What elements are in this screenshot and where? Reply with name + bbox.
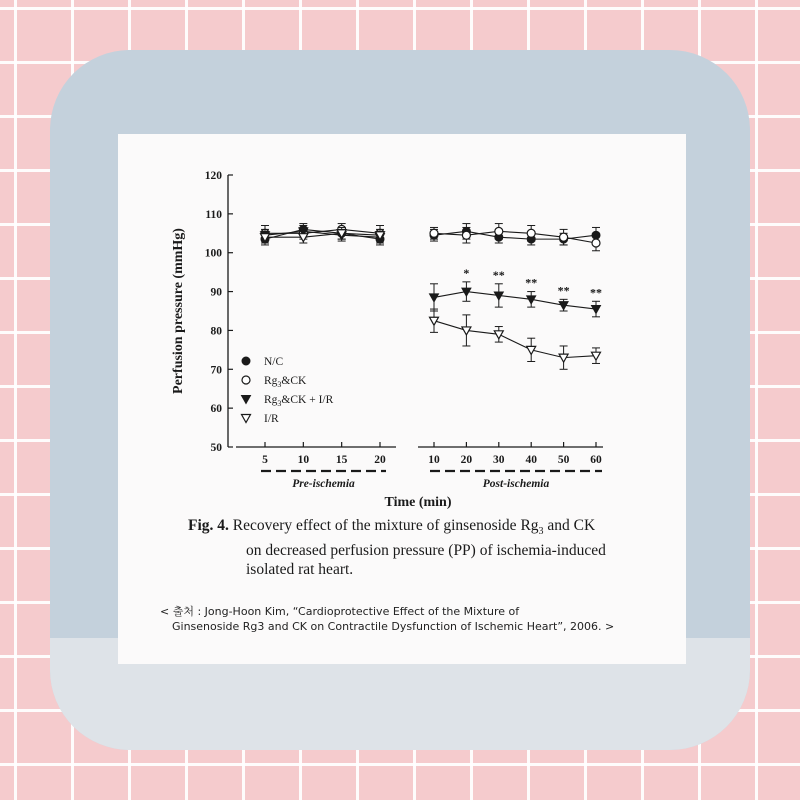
x-tick-label: 5 [262, 454, 268, 466]
significance-mark: ** [557, 283, 570, 298]
source-citation [160, 604, 680, 634]
legend-label-n-c: N/C [264, 356, 284, 368]
source-line-1: < 출처 : Jong-Hoon Kim, “Cardioprotective Effect of the Mixture of [160, 605, 520, 618]
y-axis-label: Perfusion pressure (mmHg) [171, 228, 186, 394]
segment-label-pre: Pre-ischemia [292, 478, 355, 490]
significance-mark: * [463, 265, 470, 280]
x-tick-label: 30 [493, 454, 505, 466]
y-tick-label: 110 [205, 208, 222, 221]
legend-label-rg3-ck: $Rg_3\&CK$ [264, 375, 307, 389]
series-line-rg3-ck-pre [265, 229, 380, 233]
y-tick-label: 90 [210, 286, 222, 299]
y-tick-label: 60 [210, 403, 222, 416]
caption-fig-label: Fig. 4. [188, 517, 229, 534]
data-point-rg3-ck-i-r [592, 306, 601, 314]
data-point-rg3-ck [592, 239, 600, 247]
data-point-i-r [494, 331, 503, 339]
perfusion-chart [118, 134, 686, 514]
x-tick-label: 15 [335, 454, 348, 466]
figure-paper [118, 134, 686, 664]
data-point-rg3-ck-i-r [430, 294, 439, 302]
x-tick-label: 40 [525, 454, 537, 466]
legend-marker-rg3-ck-i-r [242, 396, 251, 404]
card-frame [50, 50, 750, 750]
x-tick-label: 20 [374, 454, 386, 466]
y-tick-label: 70 [210, 364, 222, 377]
y-tick-label: 50 [210, 442, 222, 454]
y-tick-label: 80 [210, 325, 222, 338]
caption-line-2: on decreased perfusion pressure (PP) of ischemia-induced [246, 542, 606, 560]
caption-line-3: isolated rat heart. [246, 561, 354, 579]
x-axis-label: Time (min) [384, 495, 452, 510]
caption-line-1: Recovery effect of the mixture of ginsenoside $Rg_3$ and CK [232, 517, 596, 538]
legend-label-i-r: I/R [264, 413, 279, 425]
legend-label-rg3-ck-i-r: $Rg_3\&CK + I/R$ [264, 394, 334, 408]
segment-label-post: Post-ischemia [482, 478, 550, 490]
series-line-rg3-ck-i-r-post [434, 292, 596, 309]
x-tick-label: 10 [297, 454, 310, 466]
x-tick-label: 50 [557, 454, 570, 466]
x-tick-label: 10 [428, 454, 440, 466]
data-point-rg3-ck [527, 229, 535, 237]
data-point-rg3-ck [560, 233, 568, 241]
data-point-rg3-ck [462, 231, 470, 239]
y-tick-label: 120 [204, 170, 222, 182]
series-line-i-r-post [434, 321, 596, 358]
data-point-rg3-ck [430, 229, 438, 237]
significance-mark: ** [590, 285, 602, 300]
data-point-rg3-ck [495, 227, 503, 235]
significance-mark: ** [492, 267, 505, 282]
significance-mark: ** [525, 275, 538, 290]
source-line-2: Ginsenoside Rg3 and CK on Contractile Dysfunction of Ischemic Heart”, 2006. > [172, 620, 615, 633]
x-tick-label: 60 [590, 454, 602, 466]
data-point-i-r [559, 354, 568, 362]
legend-marker-n-c [242, 357, 250, 365]
y-tick-label: 100 [204, 247, 222, 260]
x-tick-label: 20 [460, 454, 473, 466]
figure-caption [188, 516, 648, 579]
legend-marker-i-r [242, 415, 251, 423]
legend-marker-rg3-ck [242, 376, 250, 384]
series-line-rg3-ck-post [434, 231, 596, 243]
